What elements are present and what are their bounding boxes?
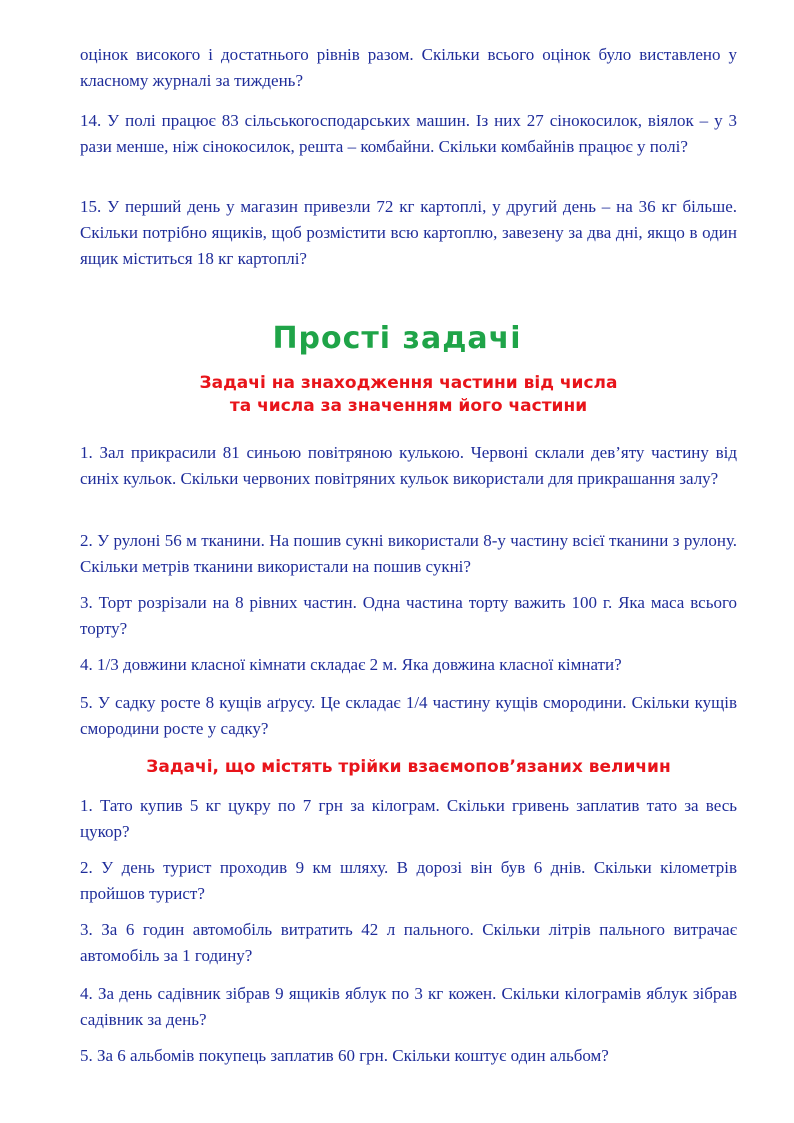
problem-13-continuation: оцінок високого і достатнього рівнів разом. Скільки всього оцінок було виставлено у класному журналі за тиждень? <box>80 45 737 90</box>
problem-14: 14. У полі працює 83 сільськогосподарських машин. Із них 27 сінокосилок, віялок – у 3 рази менше, ніж сінокосилок, решта – комбайни. Скільки комбайнів працює у полі? <box>80 111 737 156</box>
problem-15: 15. У перший день у магазин привезли 72 кг картоплі, у другий день – на 36 кг більше. Скільки потрібно ящиків, щоб розмістити всю картоплю, завезену за два дні, якщо в один ящик міститься 18 кг картоплі? <box>80 197 737 268</box>
parts-problem-5: 5. У садку росте 8 кущів аґрусу. Це складає 1/4 частину кущів смородини. Скільки кущів смородини росте у садку? <box>80 693 737 738</box>
page-title: Прості задачі <box>272 321 522 356</box>
quantities-problem-5: 5. За 6 альбомів покупець заплатив 60 грн. Скільки коштує один альбом? <box>80 1046 609 1065</box>
quantities-problem-4: 4. За день садівник зібрав 9 ящиків яблук по 3 кг кожен. Скільки кілограмів яблук зібрав садівник за день? <box>80 984 737 1029</box>
section-title-parts <box>80 372 737 418</box>
parts-problem-1: 1. Зал прикрасили 81 синьою повітряною кулькою. Червоні склали дев’яту частину від синіх кульок. Скільки червоних повітряних кульок використали для прикрашання залу? <box>80 443 737 488</box>
parts-problem-3: 3. Торт розрізали на 8 рівних частин. Одна частина торту важить 100 г. Яка маса всього торту? <box>80 593 737 638</box>
quantities-problem-3: 3. За 6 годин автомобіль витратить 42 л пального. Скільки літрів пального витрачає автомобіль за 1 годину? <box>80 920 737 965</box>
parts-problem-2: 2. У рулоні 56 м тканини. На пошив сукні використали 8-у частину всієї тканини з рулону. Скільки метрів тканини використали на пошив сукні? <box>80 531 737 576</box>
parts-problem-4: 4. 1/3 довжини класної кімнати складає 2 м. Яка довжина класної кімнати? <box>80 655 622 674</box>
quantities-problem-1: 1. Тато купив 5 кг цукру по 7 грн за кілограм. Скільки гривень заплатив тато за весь цукор? <box>80 796 737 841</box>
section-title-line-1: Задачі на знаходження частини від числа <box>199 373 618 393</box>
section-title-related-quantities: Задачі, що містять трійки взаємопов’язаних величин <box>146 757 671 777</box>
section-title-line-2: та числа за значенням його частини <box>229 396 588 416</box>
quantities-problem-2: 2. У день турист проходив 9 км шляху. В дорозі він був 6 днів. Скільки кілометрів пройшов турист? <box>80 858 737 903</box>
